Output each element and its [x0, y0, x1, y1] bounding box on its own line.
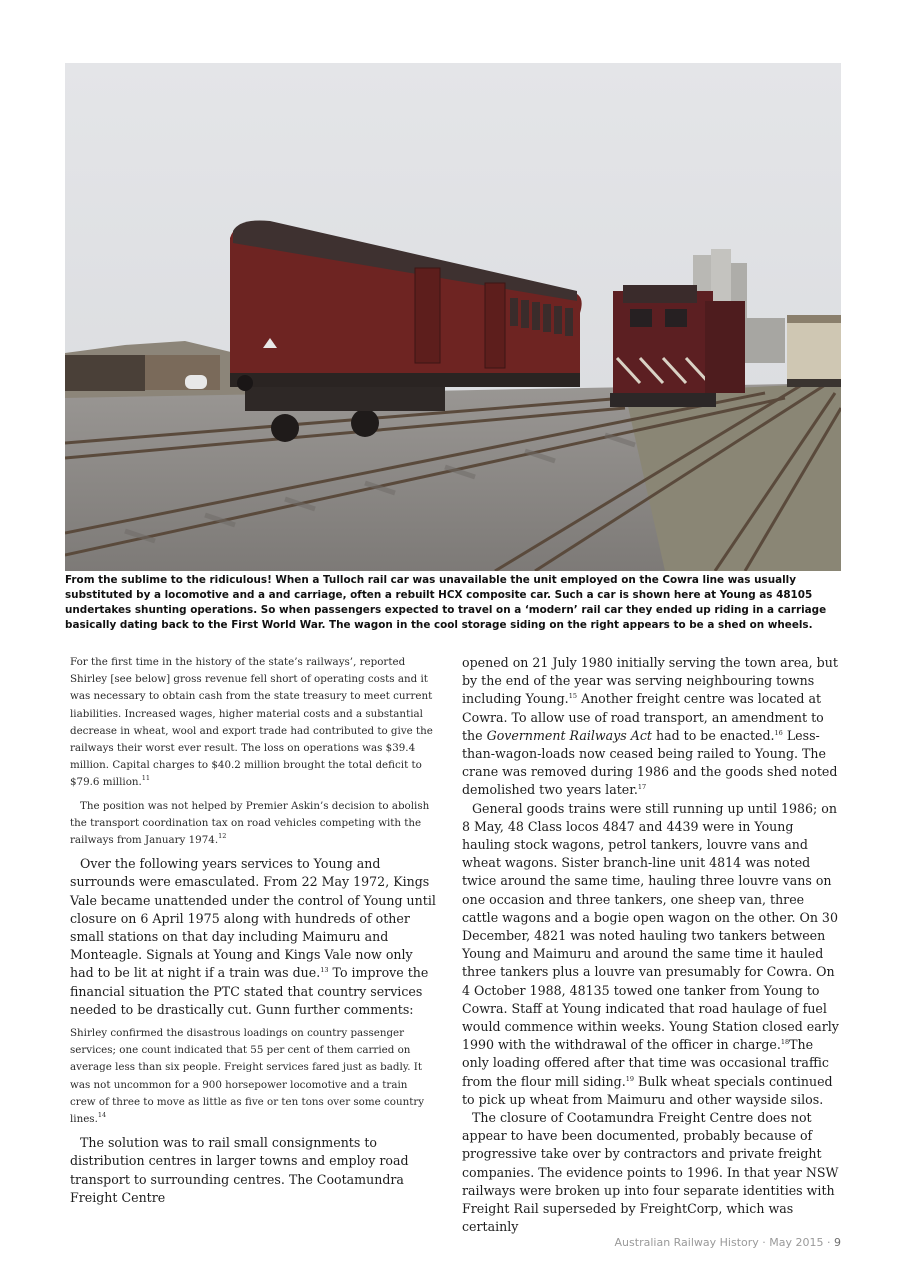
paragraph-text: Less-than-wagon-loads now ceased being railed to Young. The crane was removed during 1986 and the goods shed noted demolished two years later. — [462, 727, 838, 798]
photo-caption: From the sublime to the ridiculous! When a Tulloch rail car was unavailable the unit employed on the Cowra line was usually substituted by a locomotive and a and carriage, often a rebuilt HCX composite car. Such a car is shown here at Young as 48105 undertakes shunting operations. So when passengers expected to travel on a ‘modern’ rail car they ended up riding in a carriage basically dating back to the First World War. The wagon in the cool storage siding on the right appears to be a shed on wheels. — [65, 574, 827, 631]
block-quote-1 — [70, 654, 436, 792]
left-column — [70, 654, 436, 1207]
page-number: 9 — [834, 1236, 841, 1249]
block-quote-3 — [70, 1025, 436, 1128]
quote-text: Shirley confirmed the disastrous loadings on country passenger services; one count indicated that 55 per cent of them carried on average less than six people. Freight services fared just as badly. It was not uncommon for a 900 horsepower locomotive and a train crew of three to move as little as five or ten tons over some country lines. — [70, 1027, 425, 1126]
paragraph-text: To improve the financial situation the PTC stated that country services needed to be drastically cut. Gunn further comments: — [70, 965, 429, 1017]
paragraph-text: The only loading offered after that time was occasional traffic from the flour mill siding. — [462, 1037, 829, 1089]
quote-text: For the first time in the history of the state’s railways’, reported Shirley [see below] gross revenue fell short of operating costs and it was necessary to obtain cash from the state treasury to meet current liabilities. Increased wages, higher material costs and a substantial decrease in wheat, wool and export trade had contributed to give the railways their worst ever result. The loss on operations was $39.4 million. Capital charges to $40.2 million brought the total deficit to $79.6 million. — [70, 656, 433, 789]
paragraph-text: Another freight centre was located at Cowra. To allow use of road transport, an amendment to the — [462, 691, 824, 743]
paragraph-text: The solution was to rail small consignments to distribution centres in larger towns and employ road transport to surrounding centres. The Cootamundra Freight Centre — [70, 1135, 409, 1205]
paragraph-text: had to be enacted. — [651, 727, 775, 743]
photo — [65, 63, 841, 571]
footnote-ref: 16 — [774, 728, 783, 737]
building — [140, 355, 220, 390]
footnote-ref: 15 — [568, 692, 577, 701]
block-quote-2 — [70, 798, 436, 850]
footnote-ref: 17 — [637, 783, 647, 792]
paragraph-text: Bulk wheat specials continued to pick up wheat from Maimuru and other wayside silos. — [462, 1073, 833, 1107]
paragraph-text: Over the following years services to Young and surrounds were emasculated. From 22 May 1972, Kings Vale became unattended under the control of Young until closure on 6 April 1975 along with hundreds of other small stations on that day including Maimuru and Monteagle. Signals at Young and Kings Vale now only had to be lit at night if a train was due. — [70, 856, 436, 981]
footnote-ref: 12 — [218, 832, 227, 841]
footnote-ref: 18 — [780, 1038, 790, 1047]
body-paragraph — [462, 800, 840, 1109]
paragraph-text: The closure of Cootamundra Freight Centre does not appear to have been documented, probably because of progressive take over by contractors and private freight companies. The evidence points to 1996. In that year NSW railways were broken up into four separate identities with Freight Rail superseded by FreightCorp, which was certainly — [462, 1110, 839, 1235]
body-paragraph — [70, 855, 436, 1019]
page-footer — [615, 1236, 841, 1249]
act-title: Government Railways Act — [486, 727, 652, 743]
footnote-ref: 13 — [320, 966, 329, 975]
body-paragraph — [462, 1109, 840, 1236]
body-paragraph — [70, 1134, 436, 1207]
publication-name: Australian Railway History · May 2015 · — [614, 1236, 834, 1249]
locomotive — [610, 285, 745, 407]
wagon — [787, 315, 841, 387]
railway-photo-illustration — [65, 63, 841, 571]
footnote-ref: 19 — [625, 1074, 635, 1083]
paragraph-text: General goods trains were still running up until 1986; on 8 May, 48 Class locos 4847 and 4439 were in Young hauling stock wagons, petrol tankers, louvre vans and wheat wagons. Sister branch-line unit 4814 was noted twice around the same time, hauling three louvre vans on one occasion and three tankers, one sheep van, three cattle wagons and a bogie open wagon on the other. On 30 December, 4821 was noted hauling two tankers between Young and Maimuru and around the same time it hauled three tankers plus a louvre van presumably for Cowra. On 4 October 1988, 48135 towed one tanker from Young to Cowra. Staff at Young indicated that road haulage of fuel would commence within weeks. Young Station closed early 1990 with the withdrawal of the officer in charge. — [462, 800, 839, 1053]
right-column — [462, 654, 840, 1237]
quote-text: The position was not helped by Premier Askin’s decision to abolish the transport coordination tax on road vehicles competing with the railways from January 1974. — [70, 799, 430, 847]
footnote-ref: 11 — [141, 774, 151, 783]
footnote-ref: 14 — [97, 1111, 107, 1120]
body-paragraph — [462, 654, 840, 800]
paragraph-text: opened on 21 July 1980 initially serving the town area, but by the end of the year was serving neighbouring towns including Young. — [462, 655, 838, 707]
